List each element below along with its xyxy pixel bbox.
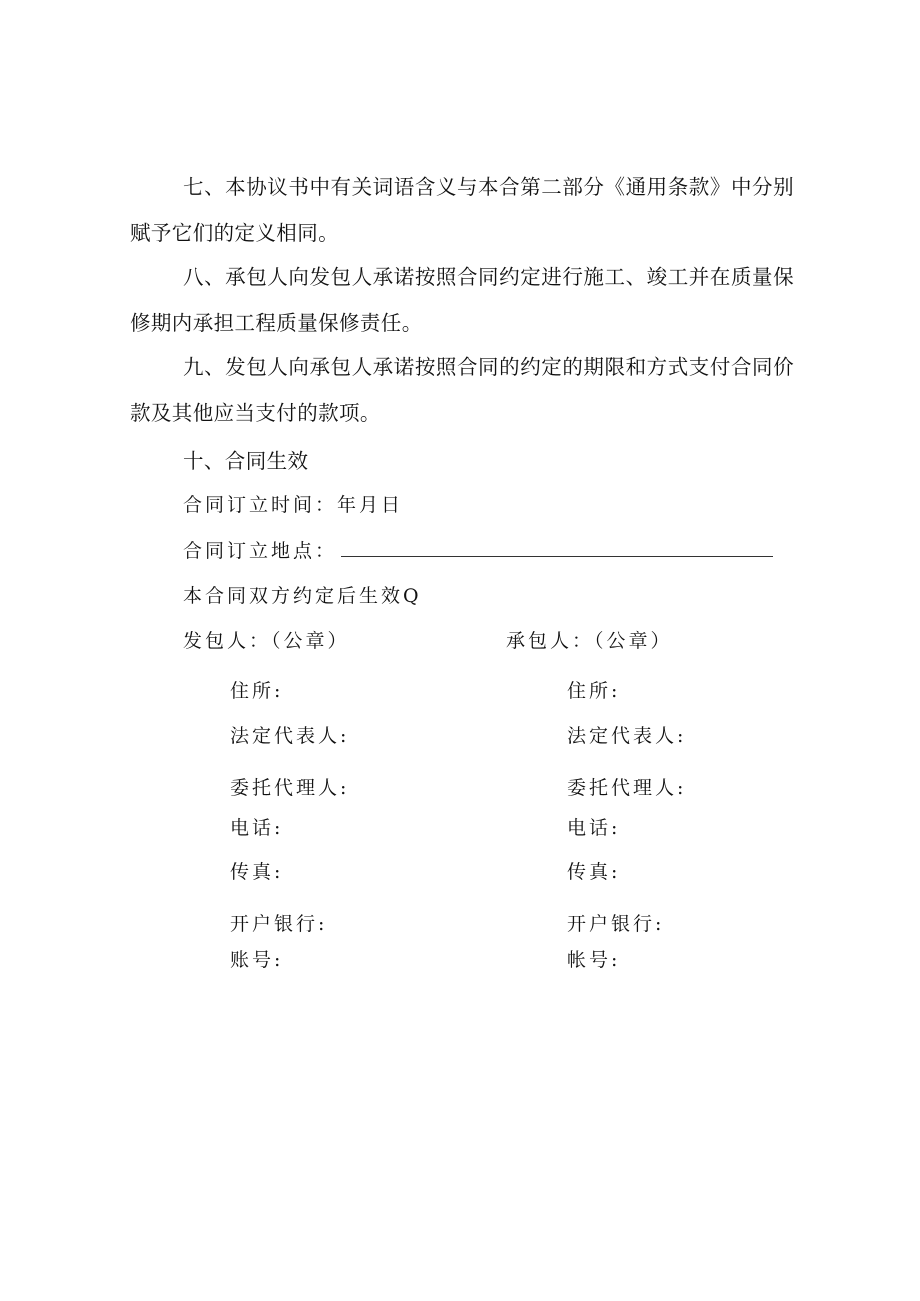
contractor-agent: 委托代理人:	[567, 777, 687, 799]
contractor-legal-rep: 法定代表人:	[567, 725, 687, 747]
clause-9: 九、发包人向承包人承诺按照合同的约定的期限和方式支付合同价款及其他应当支付的款项。	[130, 355, 794, 425]
contractor-title: 承包人：（公章）	[506, 630, 673, 652]
employer-address: 住所:	[230, 680, 284, 702]
clause-8: 八、承包人向发包人承诺按照合同约定进行施工、竣工并在质量保修期内承担工程质量保修责任。	[130, 265, 794, 335]
employer-agent: 委托代理人:	[230, 777, 350, 799]
contractor-account: 帐号:	[567, 949, 621, 971]
effect-heading: 十、合同生效	[183, 449, 309, 473]
employer-bank: 开户银行:	[230, 913, 328, 935]
employer-legal-rep: 法定代表人:	[230, 725, 350, 747]
effective-note: 本合同双方约定后生效Q	[183, 585, 422, 607]
sign-place-label: 合同订立地点：	[183, 540, 338, 562]
sign-time: 合同订立时间：年月日	[183, 494, 404, 516]
contractor-phone: 电话:	[567, 817, 621, 839]
employer-phone: 电话:	[230, 817, 284, 839]
employer-account: 账号:	[230, 949, 284, 971]
contractor-bank: 开户银行:	[567, 913, 665, 935]
contractor-address: 住所:	[567, 680, 621, 702]
employer-fax: 传真:	[230, 861, 284, 883]
contractor-fax: 传真:	[567, 861, 621, 883]
employer-title: 发包人：（公章）	[183, 630, 350, 652]
sign-place-row	[183, 536, 773, 563]
clause-7: 七、本协议书中有关词语含义与本合第二部分《通用条款》中分别赋予它们的定义相同。	[130, 175, 794, 245]
sign-place-blank	[341, 542, 773, 557]
